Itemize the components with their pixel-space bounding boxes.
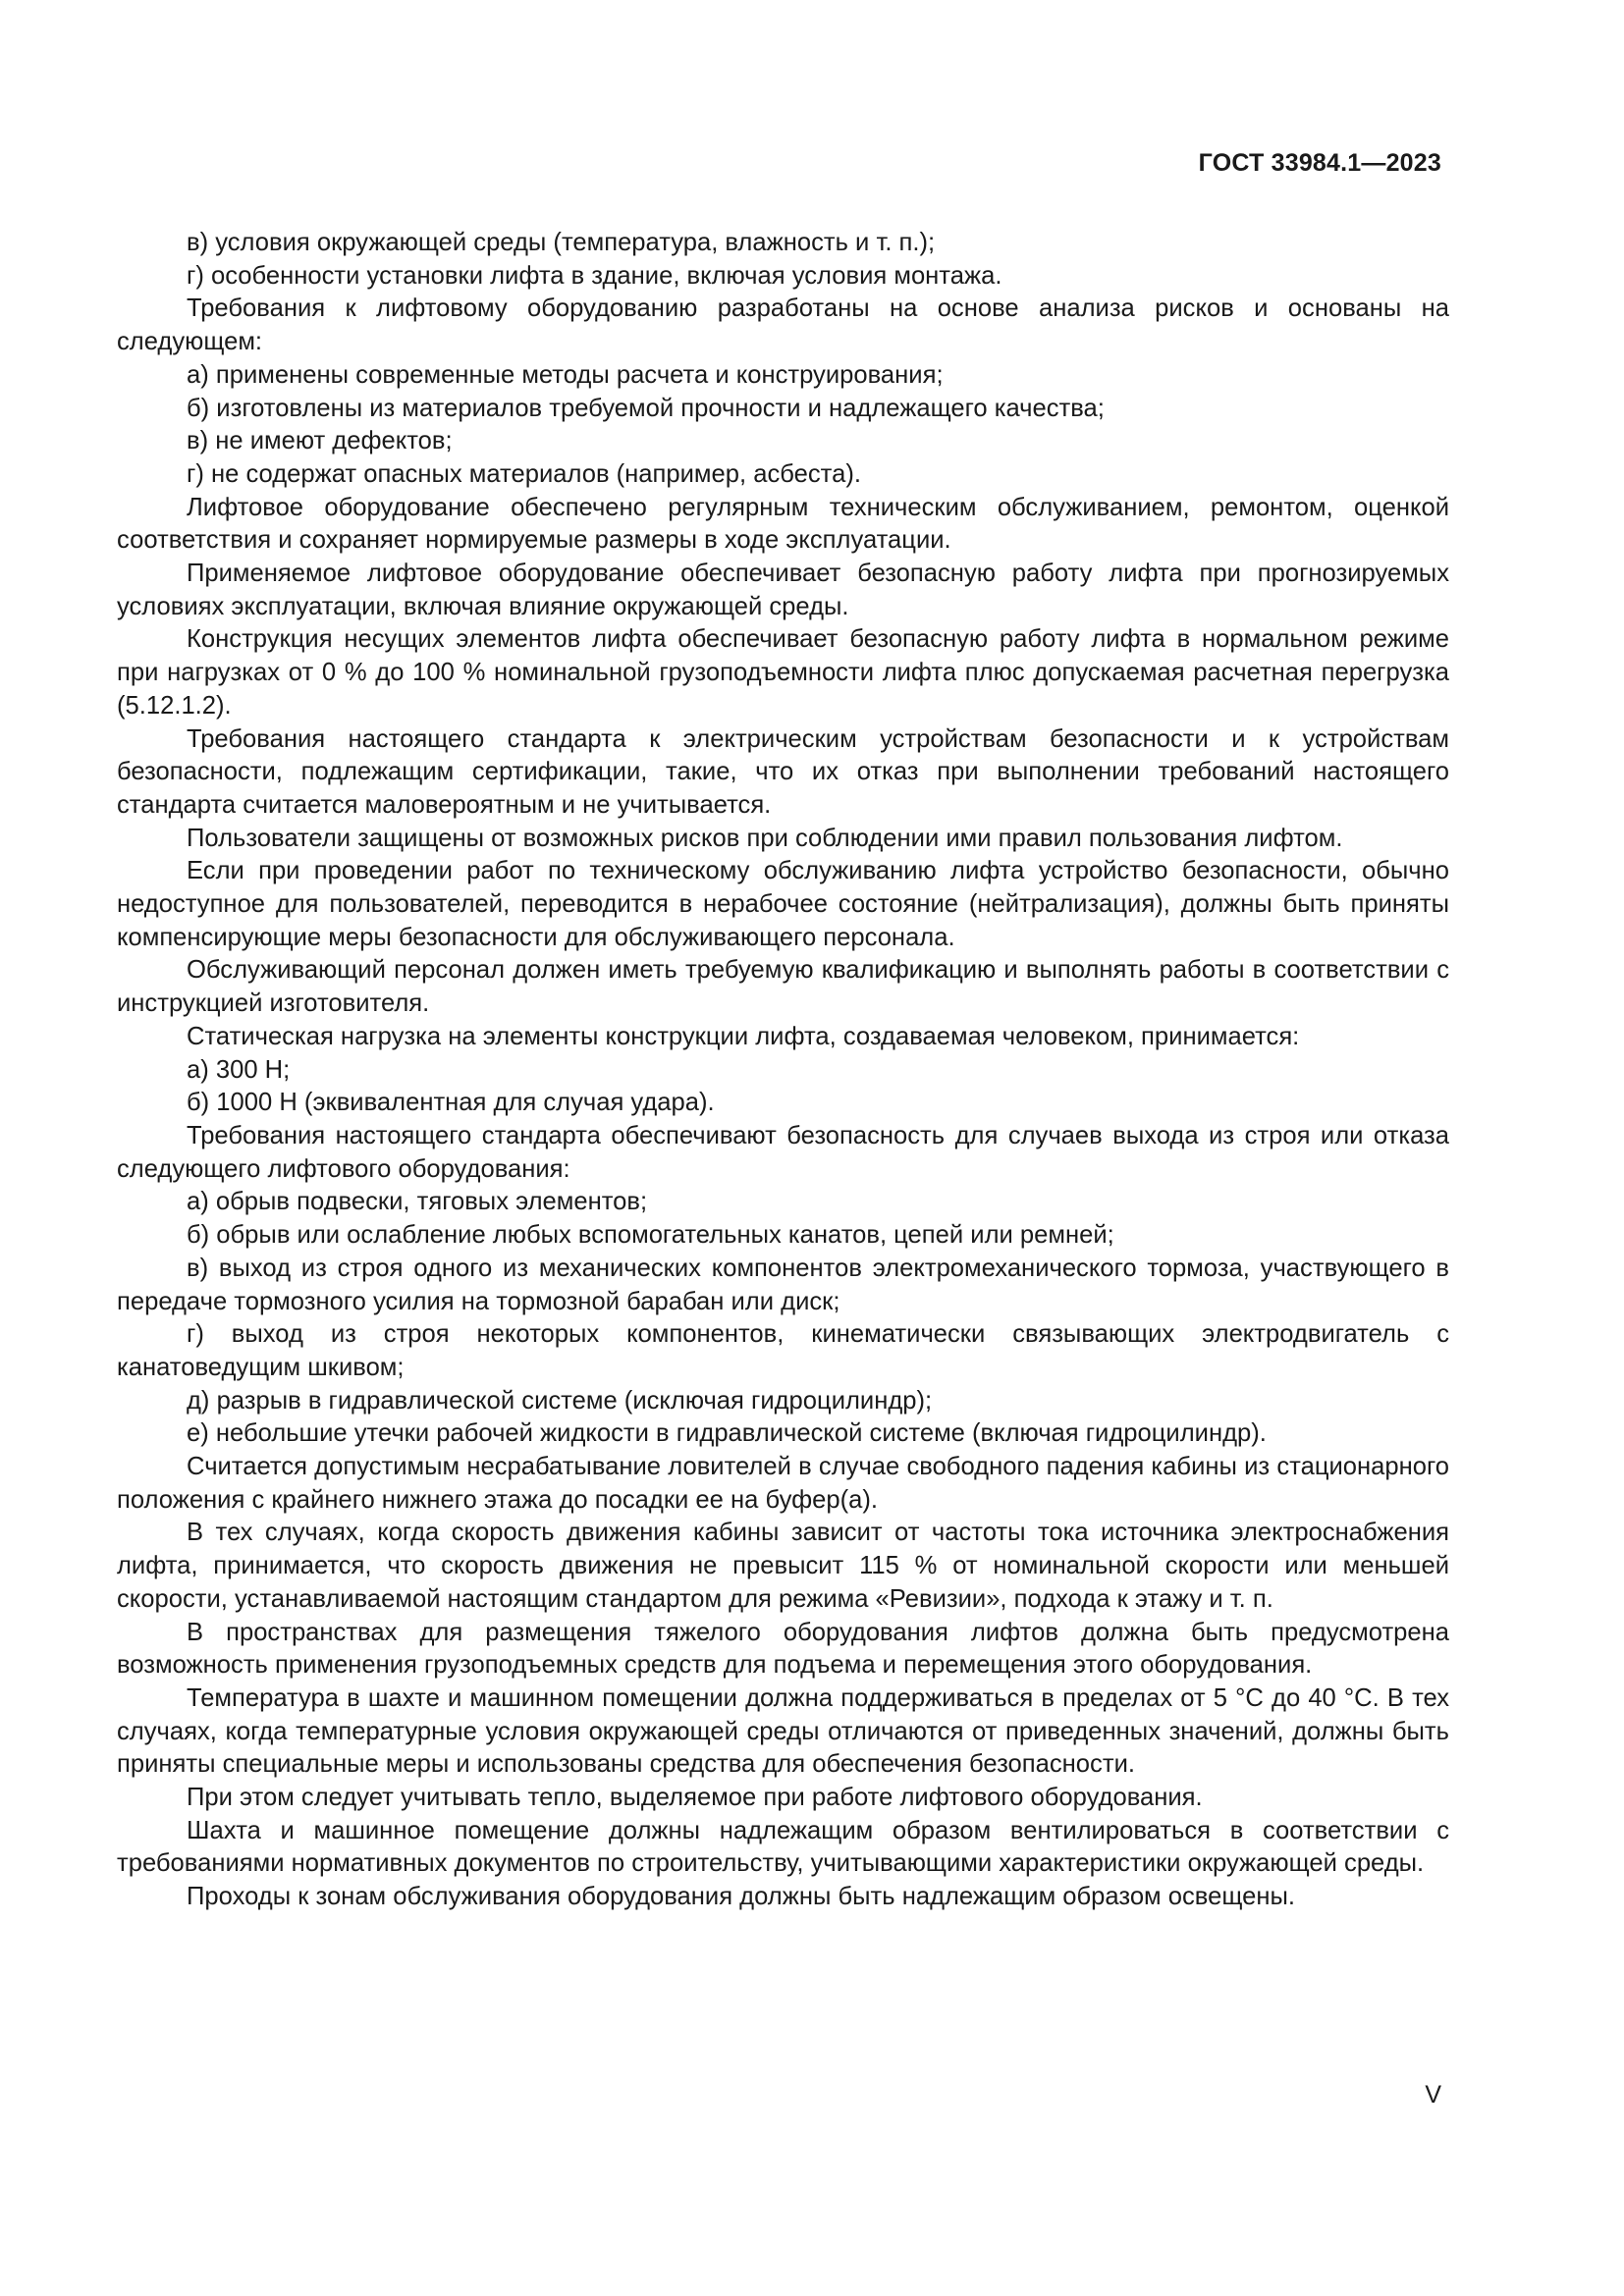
- paragraph: При этом следует учитывать тепло, выделяемое при работе лифтового оборудования.: [187, 1784, 1203, 1812]
- paragraph: б) 1000 Н (эквивалентная для случая удара).: [187, 1089, 715, 1117]
- document-code: ГОСТ 33984.1—2023: [1198, 149, 1441, 177]
- paragraph: Требования к лифтовому оборудованию разработаны на основе анализа рисков и основаны на следующем:: [117, 294, 1449, 356]
- paragraph: Температура в шахте и машинном помещении должна поддерживаться в пределах от 5 °С до 40 °С. В тех случаях, когда температурные условия окружающей среды отличаются от приведенных значений, должны быть приняты специальные меры и использованы средства для обеспечения безопасности.: [117, 1683, 1449, 1779]
- paragraph: в) выход из строя одного из механических компонентов электромеханического тормоза, участвующего в передаче тормозного усилия на тормозной барабан или диск;: [117, 1254, 1449, 1315]
- paragraph: б) изготовлены из материалов требуемой прочности и надлежащего качества;: [187, 394, 1105, 422]
- paragraph: Обслуживающий персонал должен иметь требуемую квалификацию и выполнять работы в соответствии с инструкцией изготовителя.: [117, 956, 1449, 1018]
- paragraph: Считается допустимым несрабатывание ловителей в случае свободного падения кабины из стационарного положения с крайнего нижнего этажа до посадки ее на буфер(а).: [117, 1453, 1449, 1514]
- paragraph: Требования настоящего стандарта к электрическим устройствам безопасности и к устройствам безопасности, подлежащим сертификации, такие, что их отказ при выполнении требований настоящего стандарта считается маловероятным и не учитывается.: [117, 724, 1449, 819]
- paragraph: В тех случаях, когда скорость движения кабины зависит от частоты тока источника электроснабжения лифта, принимается, что скорость движения не превысит 115 % от номинальной скорости или меньшей скорости, устанавливаемой настоящим стандартом для режима «Ревизии», подхода к этажу и т. п.: [117, 1519, 1449, 1613]
- paragraph: а) применены современные методы расчета и конструирования;: [187, 360, 944, 389]
- paragraph: г) особенности установки лифта в здание, включая условия монтажа.: [187, 261, 1002, 290]
- paragraph: В пространствах для размещения тяжелого оборудования лифтов должна быть предусмотрена возможность применения грузоподъемных средств для подъема и перемещения этого оборудования.: [117, 1618, 1449, 1680]
- paragraph: е) небольшие утечки рабочей жидкости в гидравлической системе (включая гидроцилиндр).: [187, 1419, 1267, 1448]
- paragraph: б) обрыв или ослабление любых вспомогательных канатов, цепей или ремней;: [187, 1221, 1114, 1250]
- paragraph: в) условия окружающей среды (температура, влажность и т. п.);: [187, 229, 936, 256]
- paragraph: Конструкция несущих элементов лифта обеспечивает безопасную работу лифта в нормальном режиме при нагрузках от 0 % до 100 % номинальной грузоподъемности лифта плюс допускаемая расчетная перегрузка (5.12.1.2).: [117, 625, 1449, 720]
- document-body: [117, 227, 1449, 1914]
- paragraph: Пользователи защищены от возможных рисков при соблюдении ими правил пользования лифтом.: [187, 824, 1343, 852]
- paragraph: а) обрыв подвески, тяговых элементов;: [187, 1188, 648, 1216]
- paragraph: Статическая нагрузка на элементы конструкции лифта, создаваемая человеком, принимается:: [187, 1022, 1300, 1050]
- paragraph: Если при проведении работ по техническому обслуживанию лифта устройство безопасности, обычно недоступное для пользователей, переводится в нерабочее состояние (нейтрализация), должны быть приняты компенсирующие меры безопасности для обслуживающего персонала.: [117, 857, 1449, 951]
- paragraph: в) не имеют дефектов;: [187, 427, 453, 455]
- page-number: V: [1425, 2081, 1441, 2109]
- paragraph: Требования настоящего стандарта обеспечивают безопасность для случаев выхода из строя или отказа следующего лифтового оборудования:: [117, 1121, 1449, 1183]
- paragraph: Применяемое лифтовое оборудование обеспечивает безопасную работу лифта при прогнозируемых условиях эксплуатации, включая влияние окружающей среды.: [117, 560, 1449, 620]
- paragraph: г) не содержат опасных материалов (например, асбеста).: [187, 459, 861, 488]
- paragraph: Лифтовое оборудование обеспечено регулярным техническим обслуживанием, ремонтом, оценкой соответствия и сохраняет нормируемые размеры в ходе эксплуатации.: [117, 493, 1449, 555]
- paragraph: а) 300 Н;: [187, 1055, 291, 1084]
- paragraph: г) выход из строя некоторых компонентов, кинематически связывающих электродвигатель с канатоведущим шкивом;: [117, 1320, 1449, 1381]
- paragraph: Проходы к зонам обслуживания оборудования должны быть надлежащим образом освещены.: [187, 1883, 1295, 1911]
- paragraph: Шахта и машинное помещение должны надлежащим образом вентилироваться в соответствии с требованиями нормативных документов по строительству, учитывающими характеристики окружающей среды.: [117, 1816, 1449, 1878]
- paragraph: д) разрыв в гидравлической системе (исключая гидроцилиндр);: [187, 1386, 933, 1415]
